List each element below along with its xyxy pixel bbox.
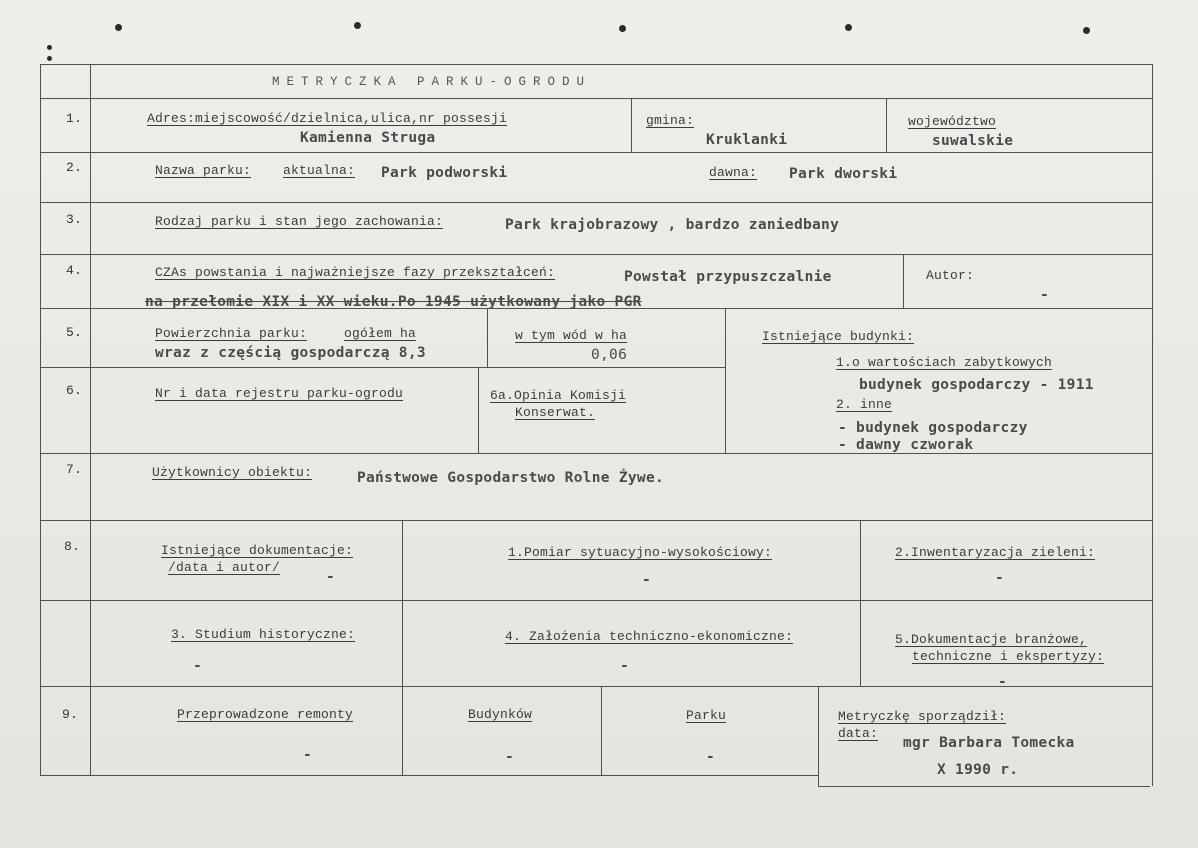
punch-hole bbox=[115, 24, 122, 31]
repairs-value: - bbox=[303, 747, 313, 763]
survey-value: - bbox=[642, 572, 652, 588]
row-number: 3. bbox=[66, 212, 83, 227]
former-name-label: dawna: bbox=[709, 165, 758, 180]
park-type-label: Rodzaj parku i stan jego zachowania: bbox=[155, 214, 444, 229]
historic-buildings-label: 1.o wartościach zabytkowych bbox=[836, 355, 1053, 370]
voivodeship-label: województwo bbox=[908, 114, 997, 129]
address-value: Kamienna Struga bbox=[300, 130, 436, 146]
register-label: Nr i data rejestru parku-ogrodu bbox=[155, 386, 404, 401]
greenery-inventory-label: 2.Inwentaryzacja zieleni: bbox=[895, 545, 1096, 560]
current-name-value: Park podworski bbox=[381, 165, 508, 181]
users-value: Państwowe Gospodarstwo Rolne Żywe. bbox=[357, 470, 665, 486]
park-name-label: Nazwa parku: bbox=[155, 163, 252, 178]
address-label: Adres:miejscowość/dzielnica,ulica,nr possesji bbox=[147, 111, 508, 126]
park-repairs-value: - bbox=[706, 749, 716, 765]
row-number: 5. bbox=[66, 325, 83, 340]
author-label: Autor: bbox=[926, 268, 975, 283]
historical-study-value: - bbox=[193, 658, 203, 674]
row-number: 9. bbox=[62, 707, 79, 722]
documentation-label: Istniejące dokumentacje: bbox=[161, 543, 354, 558]
documentation-value: - bbox=[326, 569, 336, 585]
branch-docs-label-2: techniczne i ekspertyzy: bbox=[912, 649, 1105, 664]
tech-econ-value: - bbox=[620, 658, 630, 674]
park-type-value: Park krajobrazowy , bardzo zaniedbany bbox=[505, 217, 840, 233]
punch-hole bbox=[47, 56, 52, 61]
history-phases-value-line2: na przełomie XIX i XX wieku.Po 1945 użytkowany jako PGR bbox=[145, 294, 642, 310]
punch-hole bbox=[354, 22, 361, 29]
other-buildings-label: 2. inne bbox=[836, 397, 893, 412]
greenery-inventory-value: - bbox=[995, 570, 1005, 586]
history-phases-value-line1: Powstał przypuszczalnie bbox=[624, 269, 832, 285]
punch-hole bbox=[845, 24, 852, 31]
water-area-label: w tym wód w ha bbox=[515, 328, 628, 343]
park-repairs-label: Parku bbox=[686, 708, 727, 723]
historic-buildings-value: budynek gospodarczy - 1911 bbox=[859, 377, 1094, 393]
punch-hole bbox=[47, 45, 52, 50]
buildings-repairs-label: Budynków bbox=[468, 707, 533, 722]
row-number: 6. bbox=[66, 383, 83, 398]
prepared-by-label: Metryczkę sporządził: bbox=[838, 709, 1007, 724]
gmina-label: gmina: bbox=[646, 113, 695, 128]
area-value: wraz z częścią gospodarczą 8,3 bbox=[155, 345, 426, 361]
punch-hole bbox=[619, 25, 626, 32]
conservation-opinion-label-1: 6a.Opinia Komisji bbox=[490, 388, 627, 403]
survey-label: 1.Pomiar sytuacyjno-wysokościowy: bbox=[508, 545, 773, 560]
repairs-label: Przeprowadzone remonty bbox=[177, 707, 354, 722]
historical-study-label: 3. Studium historyczne: bbox=[171, 627, 356, 642]
voivodeship-value: suwalskie bbox=[932, 133, 1014, 149]
form-title: METRYCZKA PARKU-OGRODU bbox=[272, 75, 592, 89]
history-phases-label: CZAs powstania i najważniejsze fazy przekształceń: bbox=[155, 265, 556, 280]
punch-hole bbox=[1083, 27, 1090, 34]
row-number: 2. bbox=[66, 160, 83, 175]
other-buildings-value-1: - budynek gospodarczy bbox=[838, 420, 1028, 436]
tech-econ-label: 4. Założenia techniczno-ekonomiczne: bbox=[505, 629, 794, 644]
existing-buildings-label: Istniejące budynki: bbox=[762, 329, 915, 344]
other-buildings-value-2: - dawny czworak bbox=[838, 437, 974, 453]
current-name-label: aktualna: bbox=[283, 163, 356, 178]
water-area-value: 0,06 bbox=[591, 347, 628, 363]
documentation-sublabel: /data i autor/ bbox=[168, 560, 281, 575]
branch-docs-label-1: 5.Dokumentacje branżowe, bbox=[895, 632, 1088, 647]
branch-docs-value: - bbox=[998, 674, 1008, 690]
buildings-repairs-value: - bbox=[505, 749, 515, 765]
conservation-opinion-label-2: Konserwat. bbox=[515, 405, 596, 420]
area-total-label: ogółem ha bbox=[344, 326, 417, 341]
row-number: 7. bbox=[66, 462, 83, 477]
users-label: Użytkownicy obiektu: bbox=[152, 465, 313, 480]
gmina-value: Kruklanki bbox=[706, 132, 788, 148]
area-label: Powierzchnia parku: bbox=[155, 326, 308, 341]
row-number: 1. bbox=[66, 111, 83, 126]
author-value: - bbox=[1040, 287, 1050, 303]
prepared-date-value: X 1990 r. bbox=[937, 762, 1019, 778]
date-label: data: bbox=[838, 726, 879, 741]
row-number: 4. bbox=[66, 263, 83, 278]
former-name-value: Park dworski bbox=[789, 166, 898, 182]
row-number: 8. bbox=[64, 539, 81, 554]
author-name-value: mgr Barbara Tomecka bbox=[903, 735, 1075, 751]
